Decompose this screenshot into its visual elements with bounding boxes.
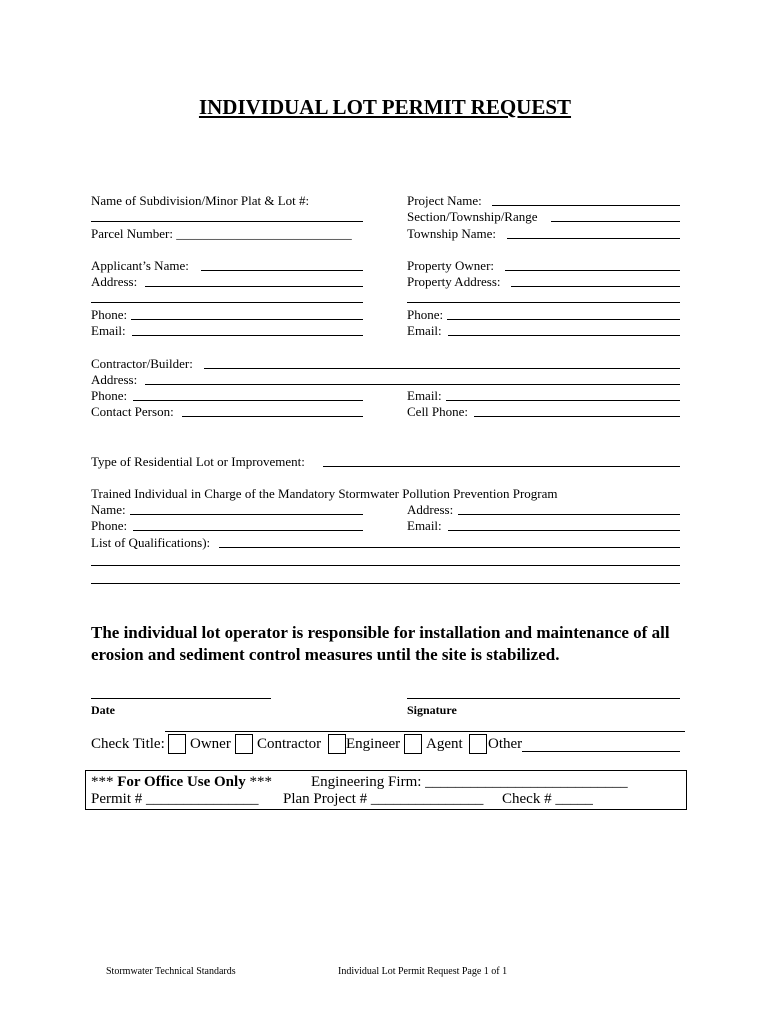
property-address-label: Property Address: bbox=[407, 274, 501, 289]
trained-phone-label: Phone: bbox=[91, 518, 128, 533]
owner-checkbox[interactable] bbox=[168, 734, 186, 754]
check-title-label: Check Title: bbox=[91, 736, 165, 752]
trained-address-label: Address: bbox=[407, 502, 454, 517]
improvement-type-label: Type of Residential Lot or Improvement: bbox=[91, 454, 305, 469]
trained-name-label: Name: bbox=[91, 502, 126, 517]
applicant-email-label: Email: bbox=[91, 323, 126, 338]
plan-project-field[interactable]: Plan Project # _______________ bbox=[283, 791, 484, 807]
permit-number-field[interactable]: Permit # _______________ bbox=[91, 791, 259, 807]
owner-email-label: Email: bbox=[407, 323, 442, 338]
subdivision-label: Name of Subdivision/Minor Plat & Lot #: bbox=[91, 193, 310, 208]
contractor-checkbox[interactable] bbox=[235, 734, 253, 754]
page-title: INDIVIDUAL LOT PERMIT REQUEST bbox=[198, 95, 572, 119]
township-name-field[interactable] bbox=[507, 238, 680, 239]
office-stars-close: *** bbox=[245, 774, 272, 790]
engineer-option-label: Engineer bbox=[346, 736, 401, 752]
cell-phone-field[interactable] bbox=[474, 416, 680, 417]
signature-field[interactable] bbox=[407, 698, 680, 699]
applicant-name-field[interactable] bbox=[201, 270, 363, 271]
other-specify-field[interactable] bbox=[522, 751, 680, 752]
responsibility-notice: The individual lot operator is responsible for installation and maintenance of all erosion and sediment control measures until the site is stabilized. bbox=[91, 623, 670, 664]
applicant-phone-label: Phone: bbox=[91, 307, 128, 322]
applicant-name-label: Applicant’s Name: bbox=[91, 258, 189, 273]
agent-option-label: Agent bbox=[426, 736, 463, 752]
footer-left: Stormwater Technical Standards bbox=[106, 966, 236, 977]
contractor-address-field[interactable] bbox=[145, 384, 680, 385]
contractor-phone-label: Phone: bbox=[91, 388, 128, 403]
office-use-heading bbox=[91, 773, 272, 791]
contractor-phone-field[interactable] bbox=[133, 400, 363, 401]
other-option-label: Other bbox=[488, 736, 523, 752]
engineer-checkbox[interactable] bbox=[328, 734, 346, 754]
applicant-address-label: Address: bbox=[91, 274, 138, 289]
engineering-firm-field[interactable]: Engineering Firm: ___________________________ bbox=[311, 774, 628, 790]
trained-phone-field[interactable] bbox=[133, 530, 363, 531]
contact-person-label: Contact Person: bbox=[91, 404, 174, 419]
applicant-email-field[interactable] bbox=[132, 335, 363, 336]
contractor-builder-label: Contractor/Builder: bbox=[91, 356, 193, 371]
owner-email-field[interactable] bbox=[448, 335, 680, 336]
property-address-field[interactable] bbox=[511, 286, 680, 287]
agent-checkbox[interactable] bbox=[404, 734, 422, 754]
trained-name-field[interactable] bbox=[130, 514, 363, 515]
cell-phone-label: Cell Phone: bbox=[407, 404, 469, 419]
applicant-address-field[interactable] bbox=[145, 286, 363, 287]
project-name-field[interactable] bbox=[492, 205, 680, 206]
office-use-label: For Office Use Only bbox=[117, 774, 246, 790]
section-township-range-label: Section/Township/Range bbox=[407, 209, 538, 224]
footer-right: Individual Lot Permit Request Page 1 of 1 bbox=[338, 966, 508, 977]
applicant-phone-field[interactable] bbox=[131, 319, 363, 320]
trained-address-field[interactable] bbox=[458, 514, 680, 515]
contractor-email-field[interactable] bbox=[446, 400, 680, 401]
other-checkbox[interactable] bbox=[469, 734, 487, 754]
date-label: Date bbox=[91, 703, 115, 717]
contact-person-field[interactable] bbox=[182, 416, 363, 417]
qualifications-field[interactable] bbox=[219, 547, 680, 548]
owner-phone-label: Phone: bbox=[407, 307, 444, 322]
applicant-address-line-2[interactable] bbox=[91, 302, 363, 303]
qualifications-label: List of Qualifications): bbox=[91, 535, 211, 550]
contractor-email-label: Email: bbox=[407, 388, 442, 403]
trained-email-label: Email: bbox=[407, 518, 442, 533]
trained-individual-heading: Trained Individual in Charge of the Mandatory Stormwater Pollution Prevention Program bbox=[91, 486, 558, 501]
owner-option-label: Owner bbox=[190, 736, 231, 752]
date-field[interactable] bbox=[91, 698, 271, 699]
trained-email-field[interactable] bbox=[448, 530, 680, 531]
office-stars-open: *** bbox=[91, 774, 118, 790]
subdivision-field[interactable] bbox=[91, 221, 363, 222]
signature-label: Signature bbox=[407, 703, 457, 717]
qualifications-line-3[interactable] bbox=[91, 583, 680, 584]
qualifications-line-2[interactable] bbox=[91, 565, 680, 566]
owner-phone-field[interactable] bbox=[447, 319, 680, 320]
check-number-field[interactable]: Check # _____ bbox=[502, 791, 593, 807]
contractor-option-label: Contractor bbox=[257, 736, 322, 752]
contractor-builder-field[interactable] bbox=[204, 368, 680, 369]
property-owner-label: Property Owner: bbox=[407, 258, 495, 273]
section-township-range-field[interactable] bbox=[551, 221, 680, 222]
township-name-label: Township Name: bbox=[407, 226, 496, 241]
improvement-type-field[interactable] bbox=[323, 466, 680, 467]
project-name-label: Project Name: bbox=[407, 193, 482, 208]
parcel-number-field[interactable]: Parcel Number: ___________________________ bbox=[91, 226, 352, 241]
contractor-address-label: Address: bbox=[91, 372, 138, 387]
property-owner-field[interactable] bbox=[505, 270, 680, 271]
check-title-top-rule bbox=[165, 731, 685, 732]
property-address-line-2[interactable] bbox=[407, 302, 680, 303]
